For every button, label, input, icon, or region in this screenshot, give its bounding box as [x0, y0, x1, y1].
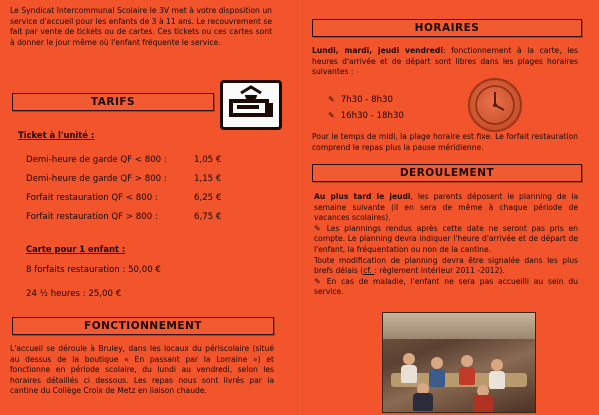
horaires-paragraph	[312, 46, 578, 78]
deroulement-p3	[314, 256, 578, 277]
horaires-text: : fonctionnement à la carte, les heures d'arrivée et de départ sont libres dans les plages horaires suivantes :	[312, 46, 578, 77]
price-list	[26, 154, 254, 223]
midi-paragraph: Pour le temps de midi, la plage horaire est fixe. Le forfait restauration comprend le repas plus la pause méridienne.	[312, 132, 578, 152]
arrow-bullet-icon: ✎	[314, 276, 321, 286]
cf-reference: cf.	[363, 266, 375, 276]
price-value: 1,05 €	[194, 155, 222, 165]
deroulement-text: , les parents déposent le planning de la semaine suivante (il en sera de même à chaque période de vacances scolaires).	[314, 192, 579, 223]
price-label: Forfait restauration QF > 800 :	[26, 212, 158, 222]
price-value: 6,25 €	[194, 193, 222, 203]
price-row	[26, 154, 254, 166]
price-row	[26, 192, 254, 204]
deroulement-block	[314, 192, 578, 298]
ticket-heading: Ticket à l'unité :	[18, 130, 95, 140]
horaires-title: HORAIRES	[312, 19, 582, 37]
carte-heading: Carte pour 1 enfant :	[26, 244, 126, 254]
deroulement-text: Toute modification de planning devra être signalée dans les plus brefs délais (	[314, 255, 578, 276]
deroulement-p4	[314, 277, 578, 298]
carte-item: 8 forfaits restauration : 50,00 €	[26, 265, 161, 275]
horaires-days: Lundi, mardi, jeudi vendredi	[312, 46, 443, 55]
price-row	[26, 211, 254, 223]
fonctionnement-paragraph: L'accueil se déroule à Bruley, dans les locaux du périscolaire (situé au dessus de la boutique « En passant par la Lorraine ») et fonctionne en période scolaire, du lundi au vendredi, selon les horaires détaillés ci dessous. Les repas nous sont livrés par la cantine du Collège Croix de Metz en liaison chaude.	[10, 344, 274, 396]
deroulement-p2	[314, 224, 578, 256]
deroulement-text: En cas de maladie, l'enfant ne sera pas accueilli au sein du service.	[314, 276, 578, 297]
fonctionnement-title: FONCTIONNEMENT	[12, 317, 274, 335]
time-slot	[328, 94, 404, 106]
arrow-bullet-icon: ✎	[328, 95, 335, 104]
time-slots	[328, 94, 404, 122]
intro-paragraph: Le Syndicat Intercommunal Scolaire le 3V met à votre disposition un service d'accueil pour les enfants de 3 à 11 ans. Le recouvrement se fait par vente de tickets ou de cartes. Ces tickets ou ces cartes sont à donner le jour même où l'enfant fréquente le service.	[10, 6, 272, 47]
price-label: Demi-heure de garde QF > 800 :	[26, 174, 167, 184]
time-slot-label: 7h30 - 8h30	[340, 95, 393, 105]
arrow-bullet-icon: ✎	[328, 111, 335, 120]
price-value: 1,15 €	[194, 174, 222, 184]
left-column	[10, 6, 282, 396]
deroulement-title: DEROULEMENT	[312, 164, 582, 182]
time-slot-label: 16h30 - 18h30	[340, 111, 404, 121]
time-slot	[328, 110, 404, 122]
fold-line	[298, 0, 300, 415]
children-photo	[382, 312, 536, 413]
arrow-bullet-icon: ✎	[314, 223, 321, 233]
deroulement-text: Les plannings rendus après cette date ne seront pas pris en compte. Le planning devra indiquer l'heure d'arrivée et de départ de l'enfant, la fréquentation ou non de la cantine.	[314, 223, 578, 254]
tarifs-title: TARIFS	[12, 93, 214, 111]
price-label: Forfait restauration QF < 800 :	[26, 193, 158, 203]
price-label: Demi-heure de garde QF < 800 :	[26, 155, 167, 165]
price-row	[26, 173, 254, 185]
ticket-icon	[220, 80, 282, 130]
price-value: 6,75 €	[194, 212, 222, 222]
deroulement-text: : règlement intérieur 2011 -2012).	[374, 266, 505, 276]
deroulement-p1	[314, 192, 578, 224]
clock-icon	[468, 78, 522, 132]
deroulement-lead: Au plus tard le jeudi	[314, 192, 411, 201]
carte-item: 24 ½ heures : 25,00 €	[26, 289, 122, 299]
